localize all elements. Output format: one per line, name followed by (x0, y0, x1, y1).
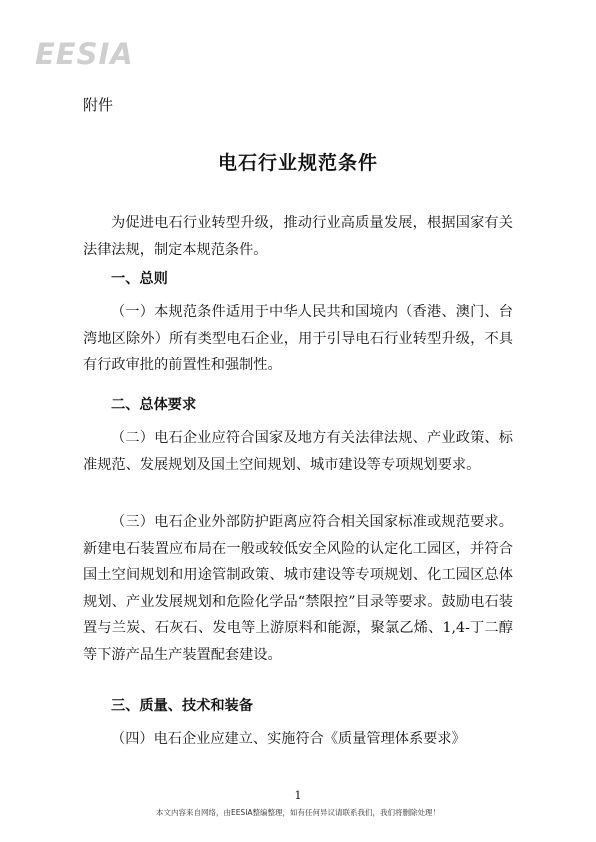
paragraph-3: （三）电石企业外部防护距离应符合相关国家标准或规范要求。新建电石装置应布局在一般或较低安全风险的认定化工园区，并符合国土空间规划和用途管制政策、城市建设等专项规划、化工园区总体规划、产业发展规划和危险化学品“禁限控”目录等要求。鼓励电石装置与兰炭、石灰石、发电等上游原料和能源，聚氯乙烯、1,4-丁二醇等下游产品生产装置配套建设。 (83, 514, 513, 663)
paragraph-4: （四）电石企业应建立、实施符合《质量管理体系要求》 (111, 731, 466, 747)
section-heading-requirements: 二、总体要求 (111, 397, 197, 413)
section-heading-general: 一、总则 (111, 271, 168, 287)
paragraph-2: （二）电石企业应符合国家及地方有关法律法规、产业政策、标准规范、发展规划及国土空间规划、城市建设等专项规划要求。 (83, 430, 513, 473)
document-title: 电石行业规范条件 (217, 152, 378, 174)
paragraph-1: （一）本规范条件适用于中华人民共和国境内（香港、澳门、台湾地区除外）所有类型电石企业，用于引导电石行业转型升级，不具有行政审批的前置性和强制性。 (83, 304, 513, 374)
eesia-logo: EESIA (35, 37, 134, 71)
footer-note: 本文内容来自网络，由EESIA整编整理，如有任何异议请联系我们，我们将删除处理！ (155, 808, 441, 817)
section-heading-quality: 三、质量、技术和装备 (111, 698, 253, 714)
page-number: 1 (294, 789, 302, 802)
intro-paragraph: 为促进电石行业转型升级，推动行业高质量发展，根据国家有关法律法规，制定本规范条件。 (83, 215, 513, 258)
annex-label: 附件 (83, 96, 114, 114)
